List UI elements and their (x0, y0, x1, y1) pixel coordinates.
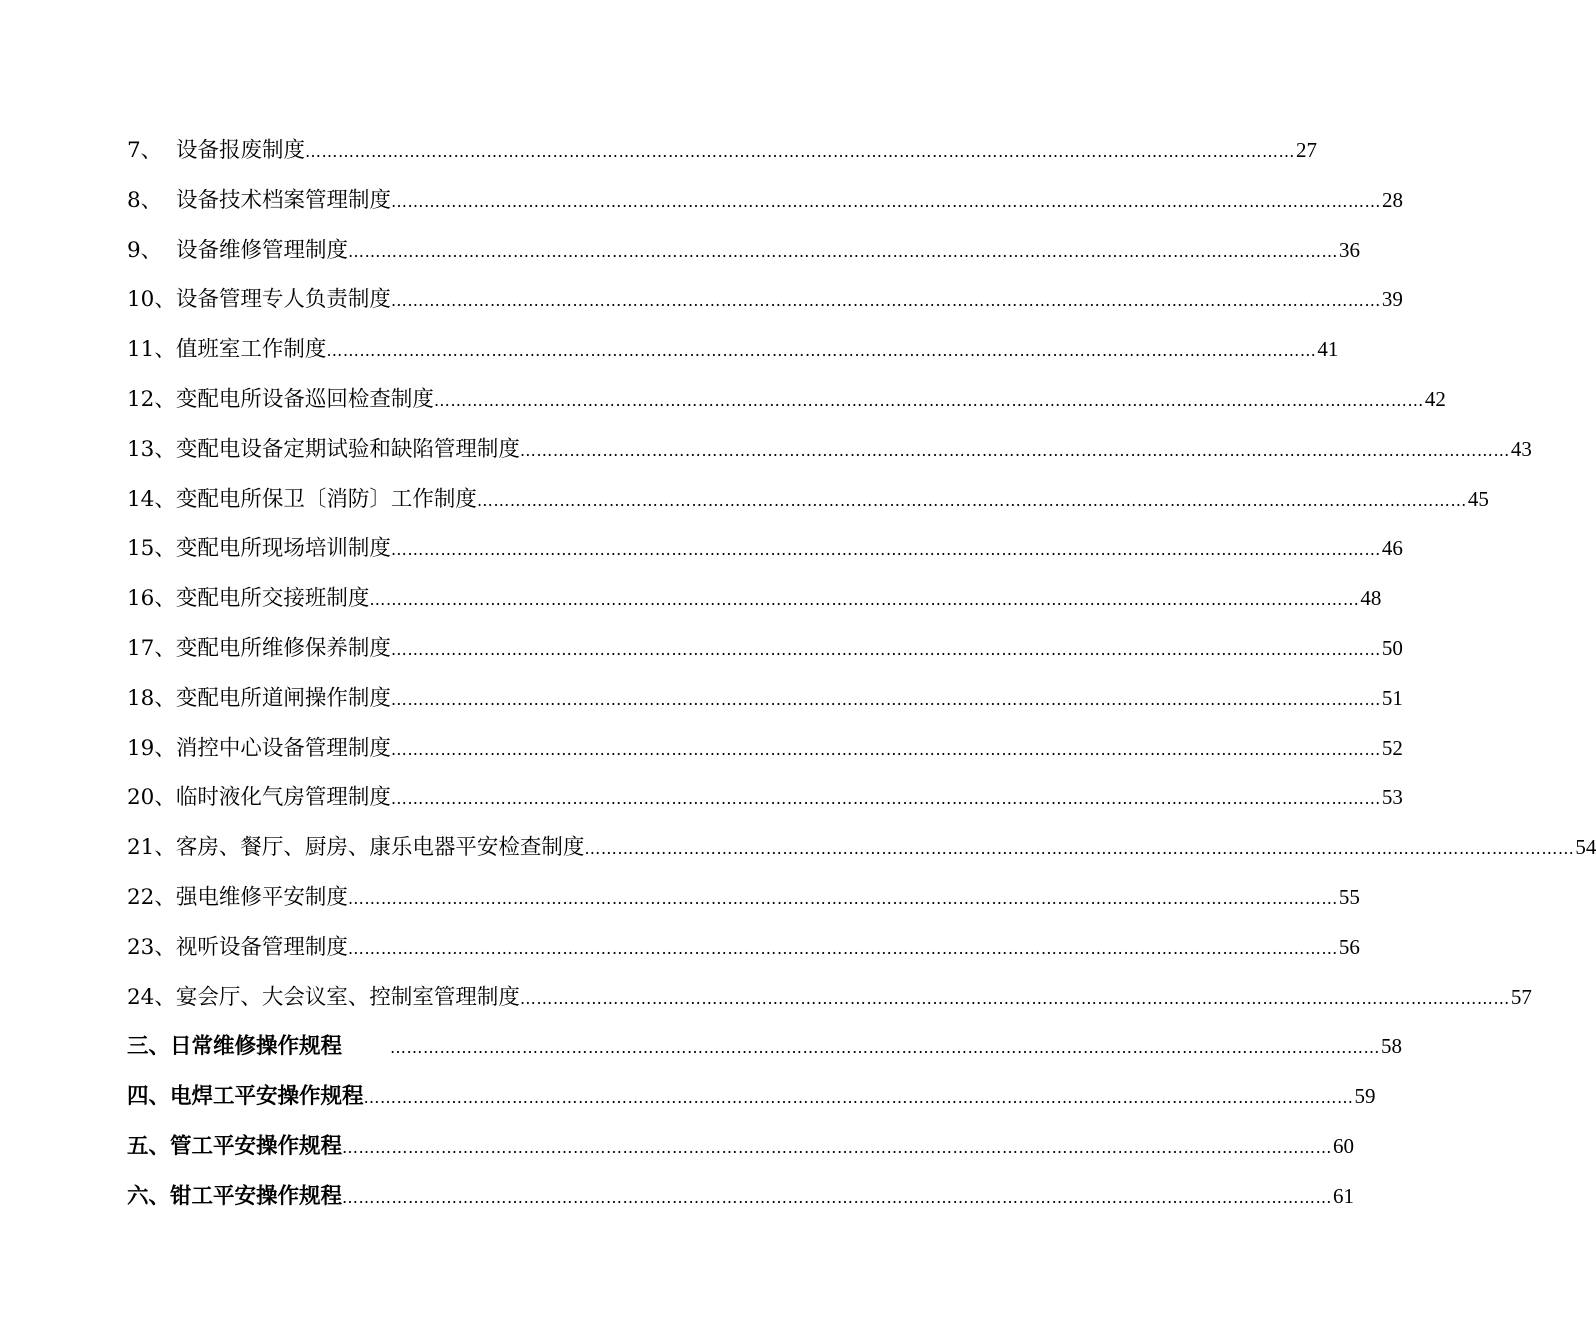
toc-entry-page-number: 50 (1381, 635, 1403, 660)
toc-entry-page-number: 58 (1381, 1034, 1403, 1059)
toc-entry-number: 11、 (127, 337, 176, 363)
toc-leader-dots: ……………………………………………………………………………………………………………………………………………………………… (433, 390, 1424, 410)
toc-entry-page-number: 53 (1381, 785, 1403, 810)
toc-leader-dots: ……………………………………………………………………………………………………………………………………………………………… (363, 1088, 1354, 1108)
toc-entry-title: 变配电所现场培训制度 (175, 536, 391, 562)
toc-entry-title: 钳工平安操作规程 (170, 1183, 343, 1209)
toc-entry-page-number: 52 (1381, 735, 1403, 760)
toc-entry-page-number: 39 (1381, 287, 1403, 312)
toc-entry[interactable] (127, 176, 1404, 226)
toc-entry[interactable] (127, 126, 1318, 176)
toc-entry-number: 12、 (127, 386, 176, 412)
toc-entry-title: 变配电所交接班制度 (175, 586, 370, 612)
toc-entry-number: 22、 (127, 884, 176, 910)
toc-entry-page-number: 36 (1339, 237, 1361, 262)
toc-entry-title: 客房、餐厅、厨房、康乐电器平安检查制度 (175, 835, 585, 861)
toc-leader-dots: ……………………………………………………………………………………………………………………………………………………………… (519, 440, 1510, 460)
toc-entry[interactable] (127, 624, 1403, 674)
toc-entry-number: 13、 (127, 436, 176, 462)
toc-entry-number: 六、 (127, 1183, 171, 1209)
toc-entry[interactable] (127, 1072, 1376, 1122)
toc-entry-title: 值班室工作制度 (175, 337, 327, 363)
toc-entry[interactable] (127, 1172, 1355, 1222)
toc-leader-dots: ……………………………………………………………………………………………………………………………………………………………… (347, 938, 1338, 958)
toc-entry-page-number: 43 (1510, 436, 1532, 461)
toc-leader-dots: ……………………………………………………………………………………………………………………………………………………………… (390, 739, 1381, 759)
toc-entry-title: 宴会厅、大会议室、控制室管理制度 (175, 984, 520, 1010)
toc-entry[interactable] (127, 574, 1382, 624)
toc-leader-dots: ……………………………………………………………………………………………………………………………………………………………… (347, 888, 1338, 908)
toc-leader-dots: ……………………………………………………………………………………………………………………………………………………………… (390, 639, 1381, 659)
toc-entry-number: 24、 (127, 984, 176, 1010)
toc-entry[interactable] (127, 724, 1403, 774)
toc-entry-number: 21、 (127, 835, 176, 861)
toc-entry-title: 强电维修平安制度 (175, 884, 348, 910)
toc-leader-dots: ……………………………………………………………………………………………………………………………………………………………… (390, 789, 1381, 809)
toc-entry[interactable] (127, 674, 1403, 724)
toc-entry-number: 19、 (127, 735, 176, 761)
toc-leader-dots: ……………………………………………………………………………………………………………………………………………………………… (390, 540, 1381, 560)
toc-entry-page-number: 28 (1382, 187, 1404, 212)
toc-entry-number: 三、 (127, 1034, 171, 1060)
toc-entry-number: 五、 (127, 1133, 171, 1159)
toc-entry[interactable] (127, 375, 1446, 425)
toc-entry-page-number: 60 (1333, 1133, 1355, 1158)
toc-entry-title: 电焊工平安操作规程 (170, 1084, 364, 1110)
toc-leader-dots: ……………………………………………………………………………………………………………………………………………………………… (390, 1038, 1381, 1058)
toc-entry-page-number: 46 (1381, 536, 1403, 561)
toc-entry-title: 视听设备管理制度 (175, 934, 348, 960)
toc-entry-page-number: 61 (1333, 1183, 1355, 1208)
toc-entry-page-number: 48 (1360, 586, 1382, 611)
toc-entry-number: 16、 (127, 586, 176, 612)
toc-entry-page-number: 41 (1317, 337, 1339, 362)
toc-entry-title: 设备管理专人负责制度 (175, 287, 391, 313)
toc-entry-page-number: 42 (1424, 386, 1446, 411)
toc-entry-title: 变配电所维修保养制度 (175, 635, 391, 661)
toc-leader-dots: ……………………………………………………………………………………………………………………………………………………………… (348, 241, 1339, 261)
toc-entry-page-number: 45 (1467, 486, 1489, 511)
toc-leader-dots: ……………………………………………………………………………………………………………………………………………………………… (519, 988, 1510, 1008)
toc-entry-number: 四、 (127, 1084, 171, 1110)
toc-entry-page-number: 51 (1381, 685, 1403, 710)
toc-entry-title: 设备维修管理制度 (176, 237, 349, 263)
toc-entry[interactable] (127, 275, 1403, 325)
toc-entry[interactable] (127, 425, 1532, 475)
toc-entry-number: 23、 (127, 934, 176, 960)
toc-leader-dots: ……………………………………………………………………………………………………………………………………………………………… (305, 142, 1296, 161)
toc-entry[interactable] (127, 325, 1339, 375)
toc-entry-number: 17、 (127, 635, 176, 661)
toc-entry[interactable] (127, 1122, 1355, 1172)
toc-entry[interactable] (127, 475, 1489, 525)
toc-entry-page-number: 27 (1296, 138, 1318, 162)
toc-entry[interactable] (127, 1022, 1403, 1072)
toc-leader-dots: ……………………………………………………………………………………………………………………………………………………………… (391, 191, 1382, 211)
toc-entry-title: 变配电设备定期试验和缺陷管理制度 (175, 436, 520, 462)
toc-entry[interactable] (127, 226, 1361, 276)
toc-leader-dots: ……………………………………………………………………………………………………………………………………………………………… (390, 689, 1381, 709)
toc-entry-title: 变配电所道闸操作制度 (175, 685, 391, 711)
toc-entry-title: 日常维修操作规程 (170, 1034, 343, 1060)
toc-entry-number: 7、 (127, 138, 163, 163)
toc-leader-dots: ……………………………………………………………………………………………………………………………………………………………… (369, 590, 1360, 610)
toc-leader-dots: ……………………………………………………………………………………………………………………………………………………………… (584, 839, 1575, 859)
toc-entry-title: 设备技术档案管理制度 (176, 187, 392, 213)
toc-entry-title: 管工平安操作规程 (170, 1133, 343, 1159)
toc-entry-number: 18、 (127, 685, 176, 711)
toc-entry-number: 14、 (127, 486, 176, 512)
toc-entry[interactable] (127, 923, 1360, 973)
toc-entry-title: 变配电所设备巡回检查制度 (175, 386, 434, 412)
toc-entry-number: 10、 (127, 287, 176, 313)
toc-entry[interactable] (127, 873, 1360, 923)
toc-entry[interactable] (127, 823, 1596, 873)
toc-entry-number: 9、 (127, 237, 163, 263)
toc-entry[interactable] (127, 773, 1403, 823)
toc-entry-title: 设备报废制度 (176, 138, 306, 163)
toc-entry-number: 8、 (127, 187, 163, 213)
toc-entry-page-number: 54 (1575, 835, 1596, 860)
toc-leader-dots: ……………………………………………………………………………………………………………………………………………………………… (342, 1187, 1333, 1207)
toc-entry[interactable] (127, 973, 1532, 1023)
toc-entry[interactable] (127, 524, 1403, 574)
toc-entry-title: 临时液化气房管理制度 (175, 785, 391, 811)
toc-entry-title: 变配电所保卫〔消防〕工作制度 (175, 486, 477, 512)
table-of-contents (127, 126, 1596, 1222)
toc-leader-dots: ……………………………………………………………………………………………………………………………………………………………… (342, 1137, 1333, 1157)
toc-leader-dots: ……………………………………………………………………………………………………………………………………………………………… (476, 490, 1467, 510)
toc-entry-title: 消控中心设备管理制度 (175, 735, 391, 761)
toc-entry-page-number: 59 (1354, 1084, 1376, 1109)
toc-entry-number: 15、 (127, 536, 176, 562)
toc-leader-dots: ……………………………………………………………………………………………………………………………………………………………… (326, 341, 1317, 361)
toc-entry-number: 20、 (127, 785, 176, 811)
toc-leader-dots: ……………………………………………………………………………………………………………………………………………………………… (390, 291, 1381, 311)
toc-entry-page-number: 57 (1510, 984, 1532, 1009)
toc-entry-page-number: 56 (1338, 934, 1360, 959)
toc-entry-page-number: 55 (1338, 884, 1360, 909)
